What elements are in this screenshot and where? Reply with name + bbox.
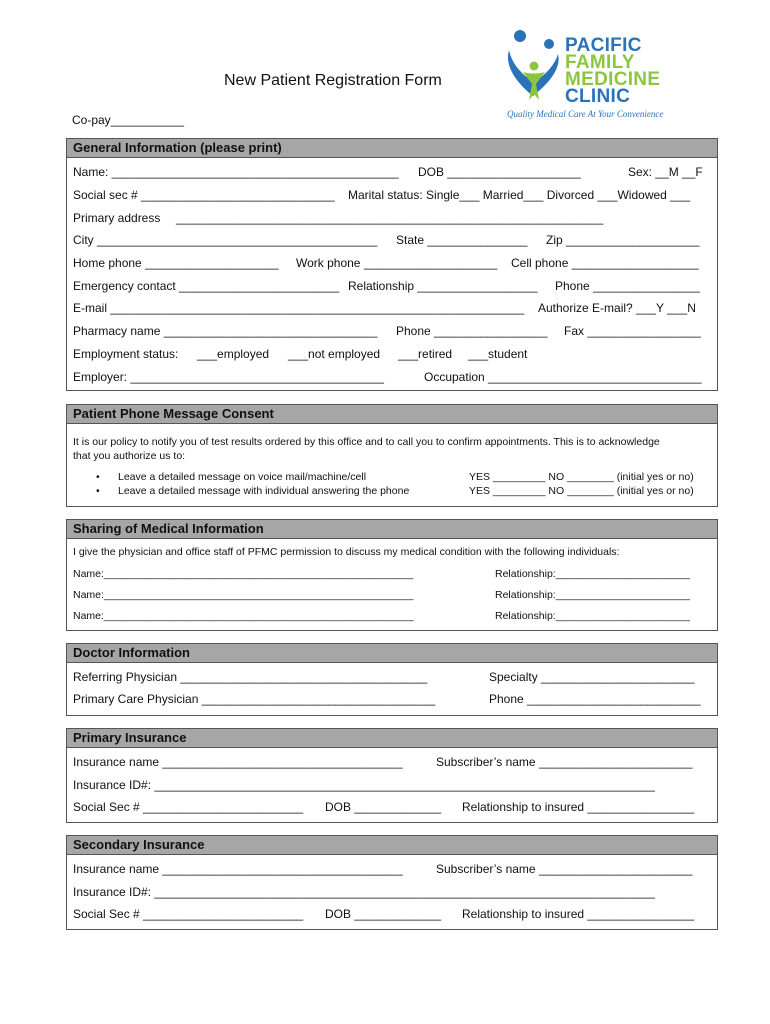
consent-voicemail-text: Leave a detailed message on voice mail/machine/cell (118, 471, 367, 483)
emergency-phone-field[interactable]: Phone ________________ (555, 279, 700, 293)
sharing-permission-text: I give the physician and office staff of PFMC permission to discuss my medical condition with the following individuals: (73, 546, 620, 558)
bullet: • (96, 485, 100, 497)
zip-field[interactable]: Zip ____________________ (546, 233, 700, 247)
pharmacy-fax-field[interactable]: Fax _________________ (564, 324, 701, 338)
insurance-id-field[interactable]: Insurance ID#: ___________________________________________________________________________ (73, 778, 655, 792)
share-relationship-field[interactable]: Relationship:_______________________ (495, 568, 691, 580)
sharing-medical-info-section (66, 519, 718, 631)
marital-status-field[interactable]: Marital status: Single___ Married___ Divorced ___Widowed ___ (348, 188, 691, 202)
subscriber-ssn-field[interactable]: Social Sec # ________________________ (73, 800, 304, 814)
logo-word-clinic: CLINIC (565, 86, 631, 107)
consent-voicemail-answer[interactable]: YES _________ NO ________ (initial yes or no) (469, 471, 694, 483)
share-name-field[interactable]: Name:_____________________________________________________ (73, 610, 414, 622)
cell-phone-field[interactable]: Cell phone ___________________ (511, 256, 699, 270)
copay-field[interactable]: Co-pay___________ (72, 113, 185, 127)
logo-word-family: FAMILY (565, 52, 635, 73)
bullet: • (96, 471, 100, 483)
specialty-field[interactable]: Specialty _______________________ (489, 670, 695, 684)
subscriber-ssn-field[interactable]: Social Sec # ________________________ (73, 907, 304, 921)
emergency-contact-field[interactable]: Emergency contact ________________________ (73, 279, 340, 293)
home-phone-field[interactable]: Home phone ____________________ (73, 256, 279, 270)
consent-text-line1: It is our policy to notify you of test results ordered by this office and to call you to confirm appointments. This is to acknowledge (73, 436, 660, 448)
insurance-name-field[interactable]: Insurance name ____________________________________ (73, 755, 403, 769)
pharmacy-phone-field[interactable]: Phone _________________ (396, 324, 548, 338)
state-field[interactable]: State _______________ (396, 233, 528, 247)
consent-individual-text: Leave a detailed message with individual answering the phone (118, 485, 410, 497)
subscriber-dob-field[interactable]: DOB _____________ (325, 907, 442, 921)
pharmacy-name-field[interactable]: Pharmacy name ________________________________ (73, 324, 378, 338)
logo-tagline: Quality Medical Care At Your Convenience (507, 109, 664, 119)
primary-care-physician-field[interactable]: Primary Care Physician ___________________________________ (73, 692, 436, 706)
section-heading: Sharing of Medical Information (67, 520, 717, 539)
work-phone-field[interactable]: Work phone ____________________ (296, 256, 498, 270)
ssn-field[interactable]: Social sec # _____________________________ (73, 188, 335, 202)
not-employed-option[interactable]: ___not employed (288, 347, 381, 361)
subscriber-dob-field[interactable]: DOB _____________ (325, 800, 442, 814)
subscriber-name-field[interactable]: Subscriber’s name _______________________ (436, 862, 693, 876)
authorize-email-field[interactable]: Authorize E-mail? ___Y ___N (538, 301, 696, 315)
doctor-information-section (66, 643, 718, 716)
share-name-field[interactable]: Name:_____________________________________________________ (73, 589, 414, 601)
section-heading: General Information (please print) (67, 139, 717, 158)
relationship-to-insured-field[interactable]: Relationship to insured ________________ (462, 907, 695, 921)
consent-individual-answer[interactable]: YES _________ NO ________ (initial yes or no) (469, 485, 694, 497)
phone-consent-section (66, 404, 718, 507)
share-relationship-field[interactable]: Relationship:_______________________ (495, 589, 691, 601)
family-heart-icon (503, 28, 565, 106)
logo-word-medicine: MEDICINE (565, 69, 661, 90)
referring-physician-field[interactable]: Referring Physician _____________________________________ (73, 670, 428, 684)
subscriber-name-field[interactable]: Subscriber’s name _______________________ (436, 755, 693, 769)
employed-option[interactable]: ___employed (197, 347, 270, 361)
secondary-insurance-section (66, 835, 718, 930)
address-field[interactable]: ________________________________________________________________ (176, 211, 604, 225)
section-heading: Primary Insurance (67, 729, 717, 748)
occupation-field[interactable]: Occupation ________________________________ (424, 370, 702, 384)
section-heading: Doctor Information (67, 644, 717, 663)
physician-phone-field[interactable]: Phone __________________________ (489, 692, 701, 706)
clinic-logo (503, 28, 703, 123)
name-field[interactable]: Name: ___________________________________________ (73, 165, 399, 179)
employer-field[interactable]: Employer: ______________________________________ (73, 370, 384, 384)
share-relationship-field[interactable]: Relationship:_______________________ (495, 610, 691, 622)
emergency-relationship-field[interactable]: Relationship __________________ (348, 279, 538, 293)
general-information-section (66, 138, 718, 391)
consent-text-line2: that you authorize us to: (73, 450, 186, 462)
insurance-name-field[interactable]: Insurance name ____________________________________ (73, 862, 403, 876)
student-option[interactable]: ___student (468, 347, 528, 361)
logo-word-pacific: PACIFIC (565, 35, 642, 56)
section-heading: Patient Phone Message Consent (67, 405, 717, 424)
sex-field[interactable]: Sex: __M __F (628, 165, 703, 179)
primary-insurance-section (66, 728, 718, 823)
insurance-id-field[interactable]: Insurance ID#: ___________________________________________________________________________ (73, 885, 655, 899)
dob-field[interactable]: DOB ____________________ (418, 165, 581, 179)
form-title: New Patient Registration Form (224, 72, 442, 89)
employment-status-label: Employment status: (73, 347, 179, 361)
email-field[interactable]: E-mail ______________________________________________________________ (73, 301, 525, 315)
city-field[interactable]: City __________________________________________ (73, 233, 378, 247)
share-name-field[interactable]: Name:_____________________________________________________ (73, 568, 414, 580)
relationship-to-insured-field[interactable]: Relationship to insured ________________ (462, 800, 695, 814)
retired-option[interactable]: ___retired (398, 347, 453, 361)
section-heading: Secondary Insurance (67, 836, 717, 855)
address-label: Primary address (73, 211, 161, 225)
